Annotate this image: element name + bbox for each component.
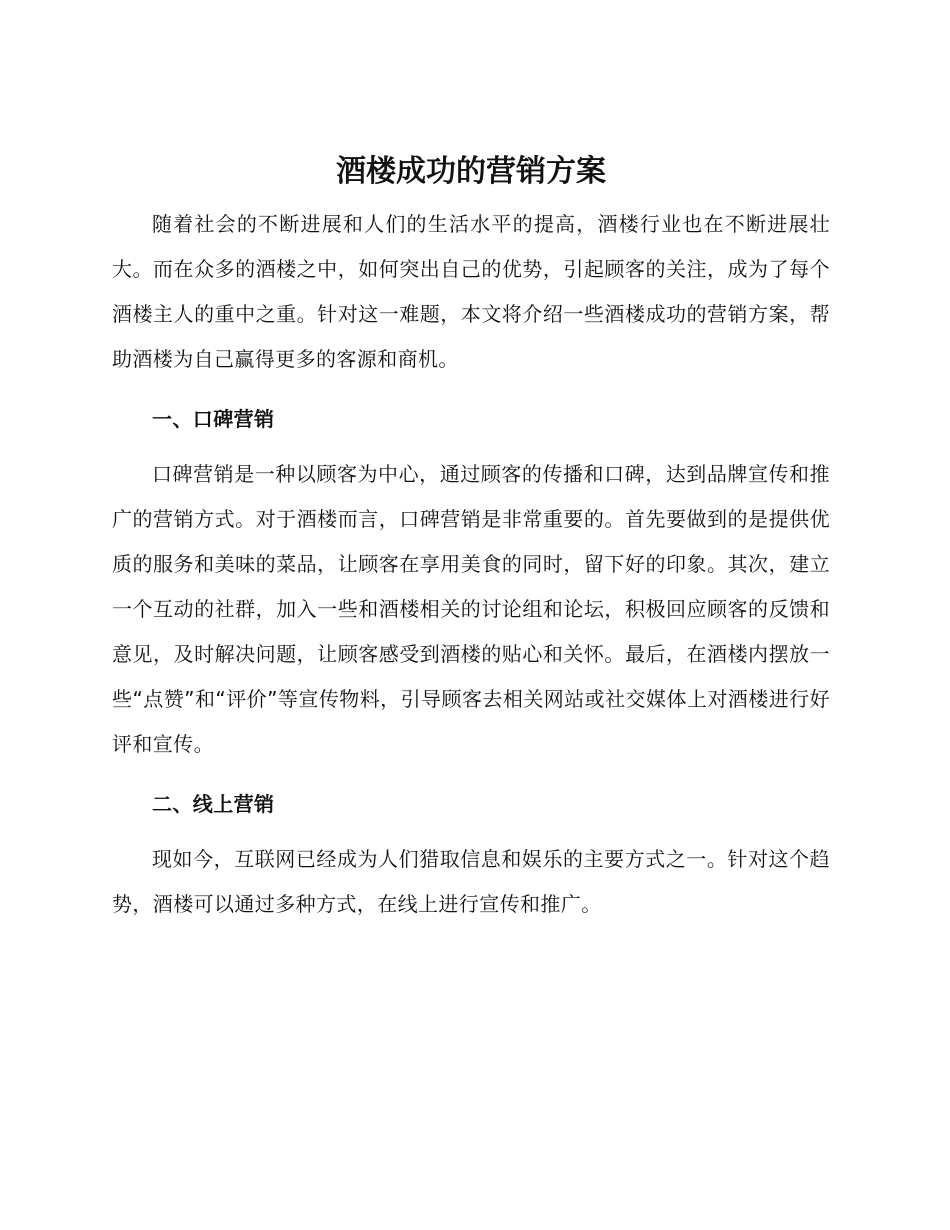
document-title: 酒楼成功的营销方案 [336,154,606,189]
section-heading-word-of-mouth: 一、口碑营销 [152,407,275,431]
section-body-online-marketing: 现如今，互联网已经成为人们猎取信息和娱乐的主要方式之一。针对这个趋势，酒楼可以通过多种方式，在线上进行宣传和推广。 [112,847,830,916]
section-heading-online-marketing: 二、线上营销 [152,792,275,816]
document-page [112,150,830,927]
section-body-word-of-mouth: 口碑营销是一种以顾客为中心，通过顾客的传播和口碑，达到品牌宣传和推广的营销方式。对于酒楼而言，口碑营销是非常重要的。首先要做到的是提供优质的服务和美味的菜品，让顾客在享用美食的同时，留下好的印象。其次，建立一个互动的社群，加入一些和酒楼相关的讨论组和论坛，积极回应顾客的反馈和意见，及时解决问题，让顾客感受到酒楼的贴心和关怀。最后，在酒楼内摆放一些“点赞”和“评价”等宣传物料，引导顾客去相关网站或社交媒体上对酒楼进行好评和宣传。 [112,462,830,756]
intro-paragraph: 随着社会的不断进展和人们的生活水平的提高，酒楼行业也在不断进展壮大。而在众多的酒楼之中，如何突出自己的优势，引起顾客的关注，成为了每个酒楼主人的重中之重。针对这一难题，本文将介绍一些酒楼成功的营销方案，帮助酒楼为自己赢得更多的客源和商机。 [112,212,830,371]
